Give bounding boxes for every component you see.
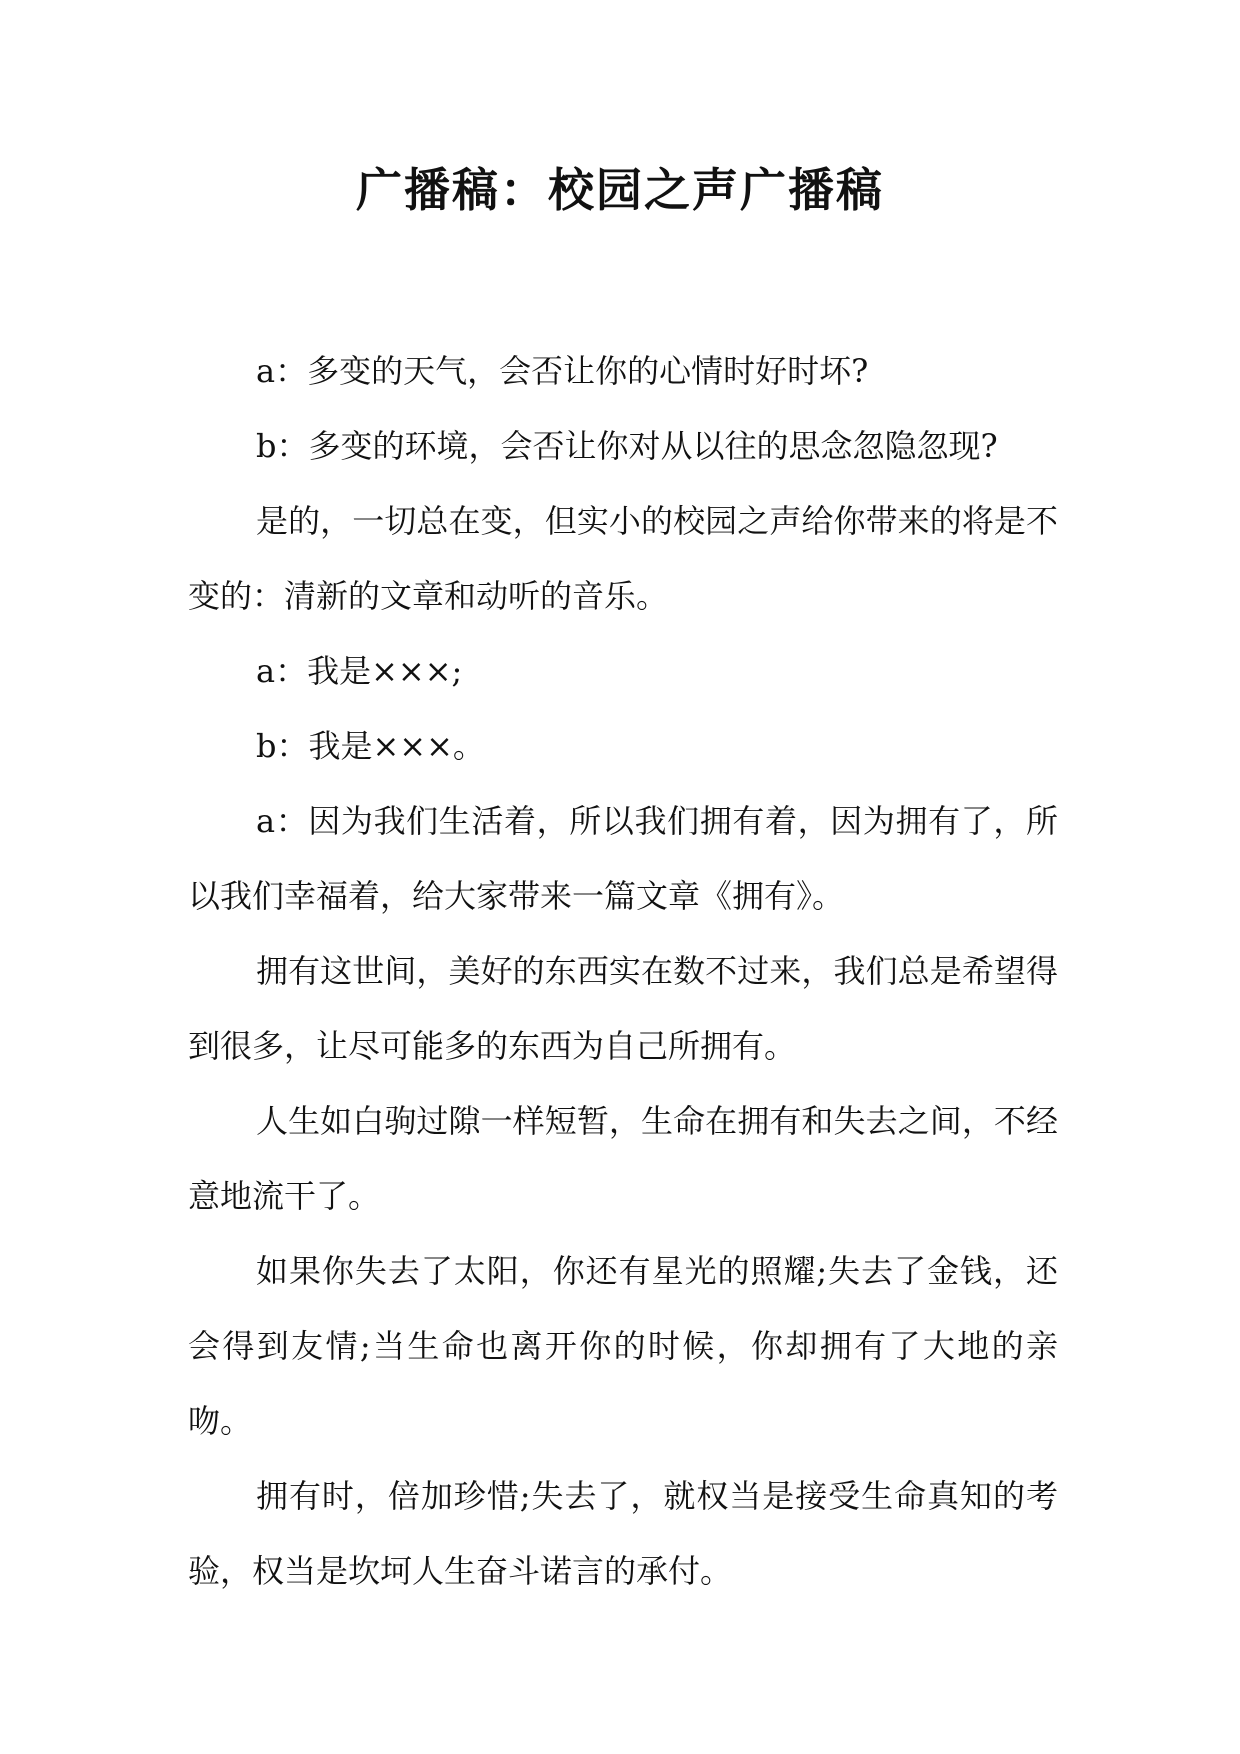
paragraph: a：多变的天气，会否让你的心情时好时坏?: [256, 352, 869, 390]
paragraph: a：因为我们生活着，所以我们拥有着，因为拥有了，所以我们幸福着，给大家带来一篇文章《拥有》。: [188, 802, 1058, 915]
document-title: 广播稿：校园之声广播稿: [356, 163, 884, 217]
paragraph: 拥有时，倍加珍惜;失去了，就权当是接受生命真知的考验，权当是坎坷人生奋斗诺言的承付。: [188, 1477, 1058, 1590]
paragraph: b：我是×××。: [256, 727, 485, 765]
paragraph: a：我是×××;: [256, 652, 463, 690]
paragraph: 人生如白驹过隙一样短暂，生命在拥有和失去之间，不经意地流干了。: [188, 1102, 1058, 1215]
paragraph: b：多变的环境，会否让你对从以往的思念忽隐忽现?: [256, 427, 998, 465]
paragraph: 是的，一切总在变，但实小的校园之声给你带来的将是不变的：清新的文章和动听的音乐。: [188, 502, 1058, 615]
paragraph: 如果你失去了太阳，你还有星光的照耀;失去了金钱，还会得到友情;当生命也离开你的时候，你却拥有了大地的亲吻。: [188, 1252, 1058, 1440]
document-body: [188, 334, 1058, 1609]
paragraph: 拥有这世间，美好的东西实在数不过来，我们总是希望得到很多，让尽可能多的东西为自己所拥有。: [188, 952, 1058, 1065]
